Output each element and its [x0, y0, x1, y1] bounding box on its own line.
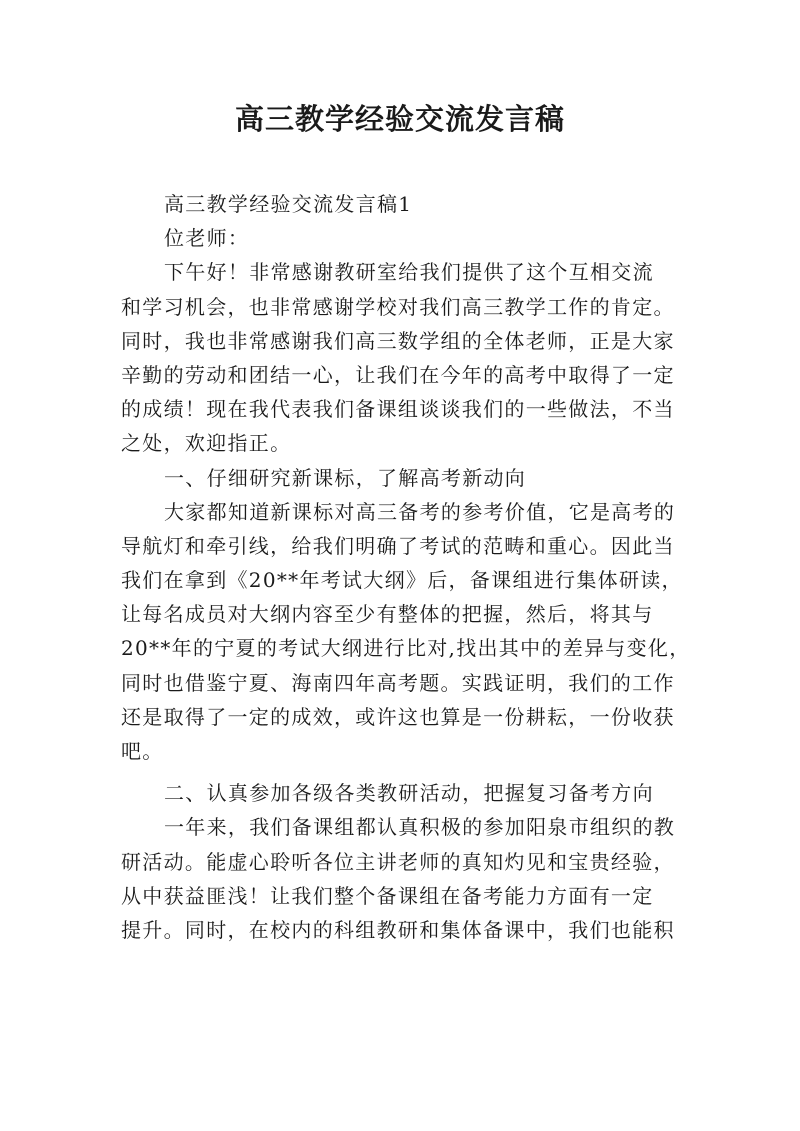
- text-line: 同时，我也非常感谢我们高三数学组的全体老师，正是大家: [121, 328, 675, 353]
- text-line: 让每名成员对大纲内容至少有整体的把握，然后，将其与: [121, 602, 654, 627]
- document-title: 高三教学经验交流发言稿: [234, 102, 565, 136]
- document-body: [121, 187, 691, 947]
- section-heading: 一、仔细研究新课标，了解高考新动向: [164, 465, 527, 490]
- text-line: 提升。同时，在校内的科组教研和集体备课中，我们也能积: [121, 917, 675, 942]
- text-line: 下午好！非常感谢教研室给我们提供了这个互相交流: [164, 260, 654, 285]
- text-line: 从中获益匪浅！让我们整个备课组在备考能力方面有一定: [121, 883, 654, 908]
- text-line: 和学习机会，也非常感谢学校对我们高三教学工作的肯定。: [121, 294, 675, 319]
- text-line: 辛勤的劳动和团结一心，让我们在今年的高考中取得了一定: [121, 362, 675, 387]
- text-line: 研活动。能虚心聆听各位主讲老师的真知灼见和宝贵经验，: [121, 849, 675, 874]
- text-line: 导航灯和牵引线，给我们明确了考试的范畴和重心。因此当: [121, 533, 675, 558]
- section-heading: 二、认真参加各级各类教研活动，把握复习备考方向: [164, 781, 654, 806]
- text-line: 还是取得了一定的成效，或许这也算是一份耕耘，一份收获: [121, 704, 675, 729]
- text-line: 之处，欢迎指正。: [121, 431, 292, 456]
- text-line: 一年来，我们备课组都认真积极的参加阳泉市组织的教: [164, 815, 676, 840]
- text-line: 20**年的宁夏的考试大纲进行比对,找出其中的差异与变化，: [121, 636, 691, 661]
- text-line: 大家都知道新课标对高三备考的参考价值，它是高考的: [164, 499, 676, 524]
- text-line: 高三教学经验交流发言稿1: [164, 192, 413, 216]
- text-line: 的成绩！现在我代表我们备课组谈谈我们的一些做法，不当: [121, 397, 675, 422]
- text-line: 同时也借鉴宁夏、海南四年高考题。实践证明，我们的工作: [121, 670, 675, 695]
- text-line: 吧。: [121, 739, 164, 763]
- text-line: 位老师：: [164, 226, 250, 251]
- text-line: 我们在拿到《20**年考试大纲》后，备课组进行集体研读，: [121, 568, 683, 593]
